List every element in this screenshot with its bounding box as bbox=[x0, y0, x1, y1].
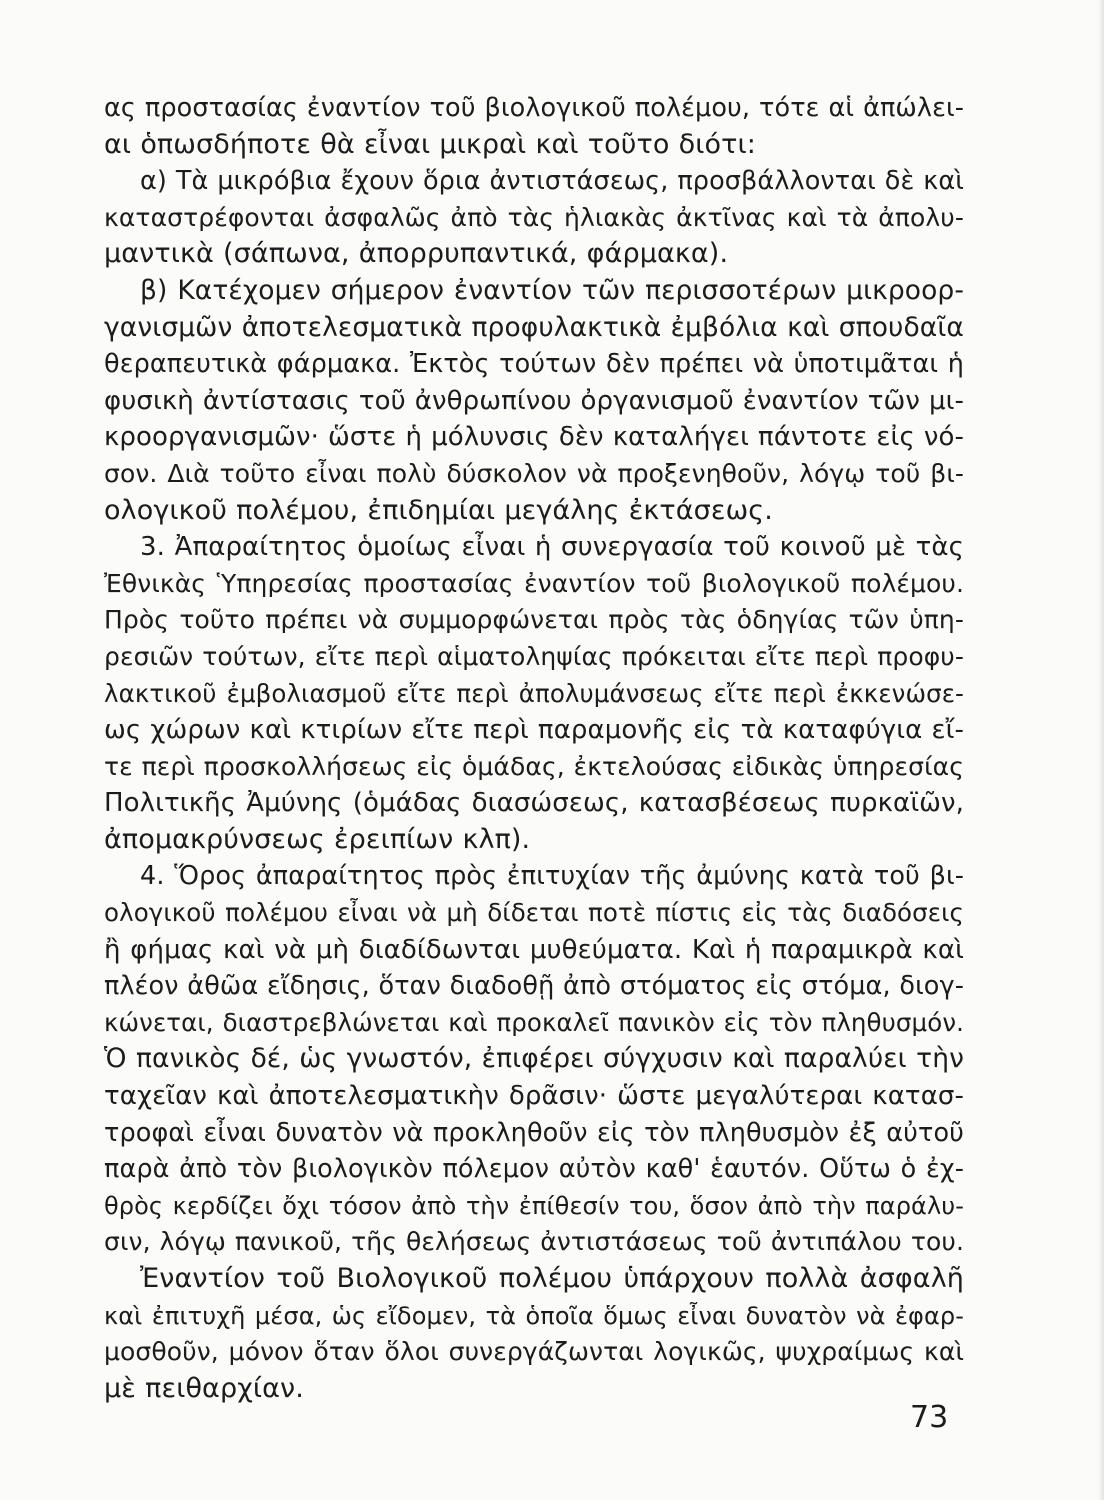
text-line: ταχεῖαν καὶ ἀποτελεσματικὴν δρᾶσιν· ὥστε μεγαλύτεραι κατασ- bbox=[104, 1081, 964, 1112]
text-line: Πολιτικῆς Ἀμύνης (ὁμάδας διασώσεως, κατασβέσεως πυρκαϊῶν, bbox=[104, 788, 964, 819]
text-line: τε περὶ προσκολλήσεως εἰς ὁμάδας, ἐκτελούσας εἰδικὰς ὑπηρεσίας bbox=[104, 751, 964, 781]
text-line: κροοργανισμῶν· ὥστε ἡ μόλυνσις δὲν καταλήγει πάντοτε εἰς νό- bbox=[104, 422, 964, 453]
text-line: ως χώρων καὶ κτιρίων εἴτε περὶ παραμονῆς εἰς τὰ καταφύγια εἴ- bbox=[104, 715, 964, 746]
text-line: μοσθοῦν, μόνον ὅταν ὅλοι συνεργάζωνται λογικῶς, ψυχραίμως καὶ bbox=[104, 1337, 964, 1367]
text-line: ας προστασίας ἐναντίον τοῦ βιολογικοῦ πολέμου, τότε αἱ ἀπώλει- bbox=[104, 93, 964, 123]
text-line: αι ὁπωσδήποτε θὰ εἶναι μικραὶ καὶ τοῦτο διότι: bbox=[104, 128, 756, 160]
text-line: ρεσιῶν τούτων, εἴτε περὶ αἱματοληψίας πρόκειται εἴτε περὶ προφυ- bbox=[104, 641, 964, 671]
text-line: σιν, λόγῳ πανικοῦ, τῆς θελήσεως ἀντιστάσεως τοῦ ἀντιπάλου του. bbox=[104, 1227, 964, 1257]
body-text bbox=[104, 90, 964, 1407]
text-line: σον. Διὰ τοῦτο εἶναι πολὺ δύσκολον νὰ προξενηθοῦν, λόγῳ τοῦ βι- bbox=[104, 458, 964, 488]
text-line: α) Τὰ μικρόβια ἔχουν ὅρια ἀντιστάσεως, προσβάλλονται δὲ καὶ bbox=[140, 166, 964, 197]
text-line: τροφαὶ εἶναι δυνατὸν νὰ προκληθοῦν εἰς τὸν πληθυσμὸν ἐξ αὐτοῦ bbox=[104, 1117, 964, 1148]
text-line: β) Κατέχομεν σήμερον ἐναντίον τῶν περισσοτέρων μικροορ- bbox=[140, 274, 964, 306]
text-line: Ὁ πανικὸς δέ, ὡς γνωστόν, ἐπιφέρει σύγχυσιν καὶ παραλύει τὴν bbox=[104, 1043, 964, 1075]
page-number: 73 bbox=[910, 1400, 949, 1435]
text-line: παρὰ ἀπὸ τὸν βιολογικὸν πόλεμον αὐτὸν καθ' ἑαυτόν. Οὕτω ὁ ἐχ- bbox=[104, 1154, 964, 1185]
text-line: κώνεται, διαστρεβλώνεται καὶ προκαλεῖ πανικὸν εἰς τὸν πληθυσμόν. bbox=[104, 1007, 964, 1037]
text-line: ἀπομακρύνσεως ἐρειπίων κλπ). bbox=[104, 823, 531, 855]
text-line: θρὸς κερδίζει ὄχι τόσον ἀπὸ τὴν ἐπίθεσίν του, ὅσον ἀπὸ τὴν παράλυ- bbox=[104, 1191, 964, 1220]
text-line: ολογικοῦ πολέμου εἶναι νὰ μὴ δίδεται ποτὲ πίστις εἰς τὰς διαδόσεις bbox=[104, 898, 964, 928]
text-line: καὶ ἐπιτυχῆ μέσα, ὡς εἴδομεν, τὰ ὁποῖα ὅμως εἶναι δυνατὸν νὰ ἐφαρ- bbox=[104, 1301, 964, 1330]
text-line: 3. Ἀπαραίτητος ὁμοίως εἶναι ἡ συνεργασία τοῦ κοινοῦ μὲ τὰς bbox=[140, 532, 964, 563]
text-line: πλέον ἀθῶα εἴδησις, ὅταν διαδοθῇ ἀπὸ στόματος εἰς στόμα, διογ- bbox=[104, 971, 964, 1002]
text-line: φυσικὴ ἀντίστασις τοῦ ἀνθρωπίνου ὀργανισμοῦ ἐναντίον τῶν μι- bbox=[104, 385, 964, 416]
text-line: 4. Ὅρος ἀπαραίτητος πρὸς ἐπιτυχίαν τῆς ἀμύνης κατὰ τοῦ βι- bbox=[140, 861, 964, 892]
text-line: μαντικὰ (σάπωνα, ἀπορρυπαντικά, φάρμακα). bbox=[104, 238, 729, 270]
text-line: ολογικοῦ πολέμου, ἐπιδημίαι μεγάλης ἐκτάσεως. bbox=[104, 494, 773, 526]
text-line: μὲ πειθαρχίαν. bbox=[104, 1372, 304, 1404]
text-line: λακτικοῦ ἐμβολιασμοῦ εἴτε περὶ ἀπολυμάνσεως εἴτε περὶ ἐκκενώσε- bbox=[104, 678, 964, 708]
text-line: καταστρέφονται ἀσφαλῶς ἀπὸ τὰς ἡλιακὰς ἀκτῖνας καὶ τὰ ἀπολυ- bbox=[104, 202, 964, 232]
text-line: Ἐναντίον τοῦ Βιολογικοῦ πολέμου ὑπάρχουν πολλὰ ἀσφαλῆ bbox=[140, 1263, 964, 1294]
text-line: Ἐθνικὰς Ὑπηρεσίας προστασίας ἐναντίον τοῦ βιολογικοῦ πολέμου. bbox=[104, 568, 964, 598]
text-line: ἢ φήμας καὶ νὰ μὴ διαδίδωνται μυθεύματα. Καὶ ἡ παραμικρὰ καὶ bbox=[104, 934, 964, 965]
text-line: γανισμῶν ἀποτελεσματικὰ προφυλακτικὰ ἐμβόλια καὶ σπουδαῖα bbox=[104, 311, 964, 343]
page-edge-shadow bbox=[1098, 0, 1104, 1500]
text-line: Πρὸς τοῦτο πρέπει νὰ συμμορφώνεται πρὸς τὰς ὁδηγίας τῶν ὑπη- bbox=[104, 605, 964, 635]
text-line: θεραπευτικὰ φάρμακα. Ἐκτὸς τούτων δὲν πρέπει νὰ ὑποτιμᾶται ἡ bbox=[104, 349, 964, 380]
